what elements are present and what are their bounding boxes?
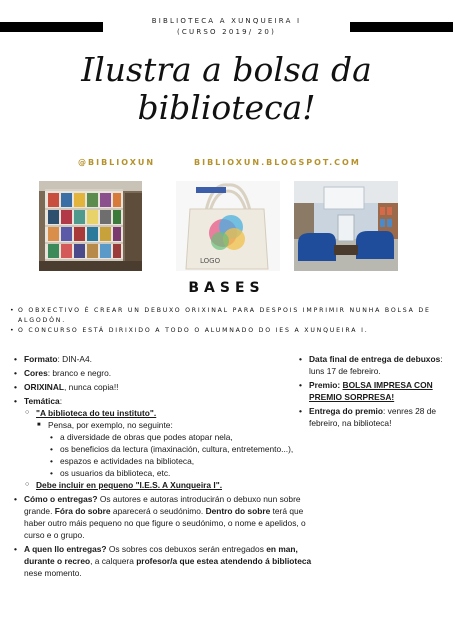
intro-objective: • O OBXECTIVO É CREAR UN DEBUXO ORIXINAL PARA DESPOIS IMPRIMIR NUNHA BOLSA DE ALGODÓN. <box>10 306 450 326</box>
rule-theme <box>12 395 312 491</box>
rule-original <box>12 381 312 393</box>
how-text-2: aparecerá o seudónimo. <box>110 506 206 516</box>
theme-title-item <box>24 407 312 479</box>
how-text-1: Os autores e autoras introducirán o debuxo nun sobre grande. <box>24 494 301 516</box>
theme-title: "A biblioteca do teu instituto". <box>36 408 157 418</box>
header-course: (CURSO 2019/ 20) <box>176 28 277 36</box>
include-note-item <box>24 479 312 491</box>
rule-colors <box>12 367 312 379</box>
theme-label: Temática <box>24 396 60 406</box>
prize-delivery-value: : venres 28 de febreiro, na biblioteca! <box>309 406 437 428</box>
who-text-3: nese momento. <box>24 568 82 578</box>
colors-value: : branco e negro. <box>47 368 112 378</box>
how-outside: Fóra do sobre <box>54 506 111 516</box>
rule-format <box>12 353 312 365</box>
include-note: Debe incluir en pequeno "I.E.S. A Xunqueira I". <box>36 480 223 490</box>
prize-colon: : <box>337 380 343 390</box>
who-text-1: Os sobres cos debuxos serán entregados <box>106 544 267 554</box>
how-label: Cómo o entregas? <box>24 494 98 504</box>
deadline-value: : luns 17 de febreiro. <box>309 354 443 376</box>
rules-right-column <box>297 353 447 431</box>
original-label: ORIXINAL <box>24 382 65 392</box>
idea-item: • os beneficios da lectura (imaxinación, cultura, entretemento...), <box>48 443 312 455</box>
library-room-photo <box>294 181 398 271</box>
rule-prize <box>297 379 447 403</box>
title-line-2: biblioteca! <box>137 88 316 127</box>
idea-item: • a diversidade de obras que podes atopar nela, <box>48 431 312 443</box>
intro-list <box>10 306 450 336</box>
tote-bag-photo <box>176 181 280 271</box>
rules-left-column <box>12 353 312 581</box>
header-school: BIBLIOTECA A XUNQUEIRA I <box>151 17 302 25</box>
rule-who-deliver <box>12 543 312 579</box>
idea-item: • os usuarios da biblioteca, etc. <box>48 467 312 479</box>
rule-prize-delivery <box>297 405 447 429</box>
colors-label: Cores <box>24 368 48 378</box>
think-text: Pensa, por exemplo, no seguinte: <box>48 420 173 430</box>
prize-value: BOLSA IMPRESA CON PREMIO SORPRESA! <box>309 380 433 402</box>
bookshelf-photo <box>39 181 142 271</box>
how-text-3: terá que haber outro máis pequeno no que figure o seudónimo, o nome e apelidos, o curso e o grupo. <box>24 506 306 540</box>
deadline-label: Data final de entrega de debuxos <box>309 354 441 364</box>
how-inside: Dentro do sobre <box>205 506 271 516</box>
who-text-2: , a calquera <box>90 556 137 566</box>
social-handle: @BIBLIOXUN <box>78 158 156 167</box>
who-bold-2: profesor/a que estea atendendo á biblioteca <box>136 556 312 566</box>
original-value: , nunca copia!! <box>64 382 119 392</box>
rule-how-deliver <box>12 493 312 541</box>
format-value: : DIN-A4. <box>57 354 92 364</box>
who-bold-1: en man, durante o recreo <box>24 544 298 566</box>
rule-deadline <box>297 353 447 377</box>
theme-colon: : <box>59 396 63 406</box>
bag-logo-text: LOGO <box>200 257 221 265</box>
idea-item: • espazos e actividades na biblioteca, <box>48 455 312 467</box>
format-label: Formato <box>24 354 58 364</box>
prize-delivery-label: Entrega do premio <box>309 406 383 416</box>
title-line-1: Ilustra a bolsa da <box>81 50 372 89</box>
blog-url: BIBLIOXUN.BLOGSPOT.COM <box>194 158 361 167</box>
think-item <box>36 419 312 479</box>
intro-audience: • O CONCURSO ESTÁ DIRIXIDO A TODO O ALUMNADO DO IES A XUNQUEIRA I. <box>10 326 450 336</box>
bases-heading: BASES <box>188 280 265 296</box>
who-label: A quen llo entregas? <box>24 544 107 554</box>
prize-label: Premio <box>309 380 338 390</box>
